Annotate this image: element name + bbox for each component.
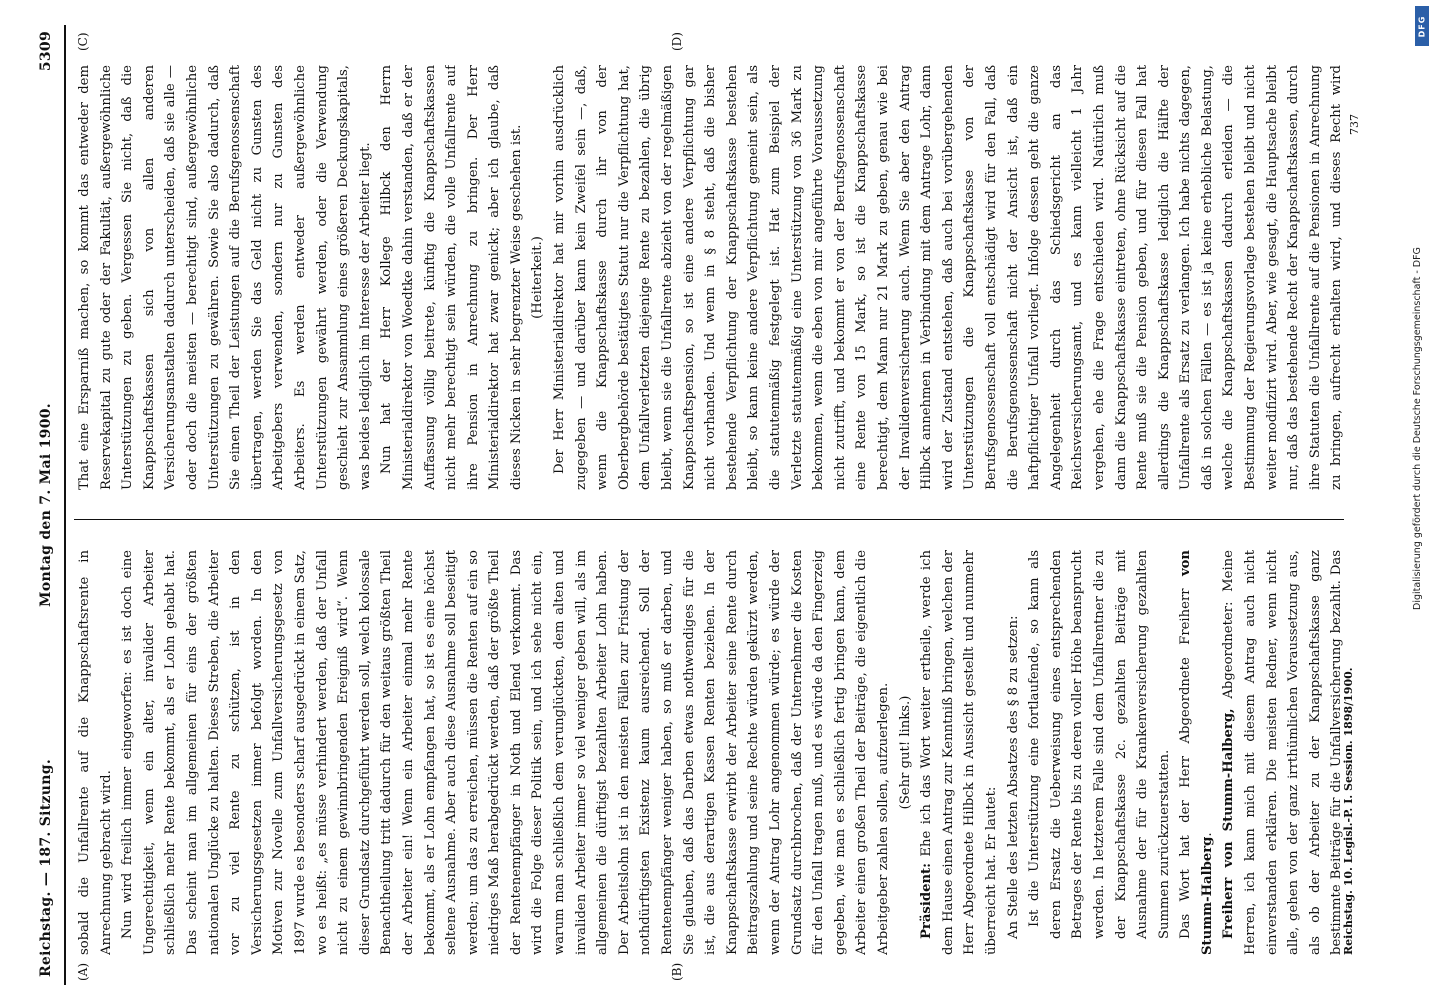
paragraph: Der Herr Ministerialdirektor hat mir vorhin ausdrücklich zugegeben — und darüber kann kein Zweifel sein —, daß, wenn die Knappschaftskasse durch ihr von der Oberbergbehörde bestätigtes Statut nur die Verpflichtung hat, dem Unfallverletzten diejenige Rente zu bezahlen, die übrig bleibt, wenn sie die Unfallrente abzieht von der regelmäßigen Knappschaftspension, so ist eine andere Verpflichtung gar nicht vorhanden. Und wenn in § 8 steht, daß die bisher bestehende Verpflichtung der Knappschaftskasse bestehen bleibt, so kann keine andere Verpflichtung gemeint sein, als die statutenmäßig festgelegt ist. Hat zum Beispiel der Verletzte statutenmäßig eine Unterstützung von 36 Mark zu bekommen, wenn die eben von mir angeführte Voraussetzung nicht zutrifft, und bekommt er von der Berufsgenossenschaft eine Rente von 15 Mark, so ist die Knappschaftskasse berechtigt, dem Mann nur 21 Mark zu geben, genau wie bei der Invalidenversicherung auch. Wenn Sie aber den Antrag Hilbck annehmen in Verbindung mit dem Antrage Lohr, dann wird der Zustand entstehen, daß auch bei vorübergehenden Unterstützungen die Knappschaftskasse von der Berufsgenossenschaft voll entschädigt wird für den Fall, daß die Berufsgenossenschaft nicht der Ansicht ist, daß ein haftpflichtiger Unfall vorliegt. Infolge dessen geht die ganze Angelegenheit durch das Schiedsgericht an das Reichsversicherungsamt, und es kann vielleicht 1 Jahr vergehen, ehe die Frage entschieden wird. Natürlich muß dann die Knappschaftskasse eintreten, ohne Rücksicht auf die Rente muß sie die Pension geben, und für diesen Fall hat allerdings die Knappschaftskasse lediglich die Hälfte der Unfallrente als Ersatz zu verlangen. Ich habe nichts dagegen, daß in solchen Fällen — es ist ja keine erhebliche Belastung, welche die Knappschaftskassen dadurch erleiden — die Bestimmung der Regierungsvorlage bestehen bleibt und nicht weiter modifizirt wird. Aber, wie gesagt, die Hauptsache bleibt nur, daß das bestehende Recht der Knappschaftskassen, durch ihre Statuten die Unfallrente auf die Pensionen in Anrechnung zu bringen, aufrecht erhalten wird, und dieses Recht wird xyxy=(552,65,1344,490)
margin-marker-b: (B) xyxy=(670,962,684,981)
paragraph: Ist die Unterstützung eine fortlaufende, so kann als deren Ersatz die Ueberweisung eines entsprechenden Betrages der Rente bis zu deren voller Höhe beansprucht werden. In letzterem Falle sind dem Unfallrentner die zu der Knappschaftskasse 2c. gezahlten Beiträge mit Ausnahme der für die Krankenversicherung gezahlten Summen zurückzuerstatten. xyxy=(1027,550,1172,939)
paragraph: Nun wird freilich immer eingeworfen: es ist doch eine Ungerechtigkeit, wenn ein alter, invalider Arbeiter schließlich mehr Rente bekommt, als er Lohn gehabt hat. Das scheint man im allgemeinen für eins der größten nationalen Unglücke zu halten. Dieses Streben, die Arbeiter vor zu viel Rente zu schützen, ist in den Versicherungsgesetzen immer befolgt worden. In den Motiven zur Novelle zum Unfallversicherungsgesetz von 1897 wurde es besonders scharf ausgedrückt in einem Satz, wo es heißt: „es müsse verhindert werden, daß der Unfall nicht zu einem gewinnbringenden Ereigniß wird“. Wenn dieser Grundsatz durchgeführt werden soll, welch kolossale Benachtheilung tritt dadurch für den weitaus größten Theil der Arbeiter ein! Wenn ein Arbeiter einmal mehr Rente bekommt, als er Lohn empfangen hat, so ist es eine höchst seltene Ausnahme. Aber auch diese Ausnahme soll beseitigt werden; um das zu erreichen, müssen die Renten auf ein so niedriges Maß herabgedrückt werden, daß der größte Theil der Rentenempfänger in Noth und Elend verkommt. Das wird die Folge dieser Politik sein, und ich sehe nicht ein, warum man schließlich dem verunglückten, dem alten und invaliden Arbeiter immer so viel weniger geben will, als im allgemeinen die dürftigst bezahlten Arbeiter Lohn haben. Der Arbeitslohn ist in den meisten Fällen zur Fristung der nothdürftigsten Existenz kaum ausreichend. Soll der Rentenempfänger weniger haben, so muß er darben, und Sie glauben, daß das Darben etwas nothwendiges für die ist, die aus derartigen Kassen Renten beziehen. In der Knappschaftskasse erwirbt der Arbeiter seine Rente durch Beitragszahlung und seine Rechte würden gekürzt werden, wenn der Antrag Lohr angenommen würde; es würde der Grundsatz durchbrochen, daß der Unternehmer die Kosten für den Unfall tragen muß, und es würde da den Fingerzeig gegeben, wie man es schließlich fertig bringen kann, dem Arbeiter einen großen Theil der Beiträge, die eigentlich die Arbeitgeber zahlen sollen, aufzuerlegen. xyxy=(120,550,891,955)
dfg-logo-text: DFG xyxy=(1417,15,1427,37)
paragraph: Nun hat der Herr Kollege Hilbck den Herrn Ministerialdirektor von Woedtke dahin verstanden, daß er der Auffassung völlig beitrete, künftig die Knappschaftskassen nicht mehr berechtigt sein würden, die volle Unfallrente auf ihre Pension in Anrechnung zu bringen. Der Herr Ministerialdirektor hat zwar genickt; aber ich glaube, daß dieses Nicken in sehr begrenzter Weise geschehen ist. xyxy=(379,65,524,490)
paragraph: (Heiterkeit.) xyxy=(530,236,546,319)
rotated-page-content xyxy=(30,25,1360,985)
page-header xyxy=(30,25,64,985)
digitisation-notice xyxy=(1410,0,1434,1000)
signature-mark: 737 xyxy=(1348,114,1361,135)
paragraph: (Sehr gut! links.) xyxy=(897,695,913,810)
page-footer: Reichstag. 10. Legisl.-P. I. Session. 1898/1900. xyxy=(1342,667,1355,955)
header-page-number: 5309 xyxy=(38,31,54,72)
paragraph: sobald die Unfallrente auf die Knappschaftsrente in Anrechnung gebracht wird. xyxy=(77,550,114,955)
right-column xyxy=(74,65,1344,490)
paragraph: That eine Ersparniß machen, so kommt das entweder dem Reservekapital zu gute oder der Fakultät, außergewöhnliche Unterstützungen zu geben. Vergessen Sie nicht, daß die Knappschaftskassen sich von allen anderen Versicherungsanstalten dadurch unterscheiden, daß sie alle — oder doch die meisten — berechtigt sind, außergewöhnliche Unterstützungen zu gewähren. Sowie Sie also dadurch, daß Sie einen Theil der Leistungen auf die Berufsgenossenschaft übertragen, werden Sie das Geld nicht zu Gunsten des Arbeitgebers verwenden, sondern nur zu Gunsten des Arbeiters. Es werden entweder außergewöhnliche Unterstützungen gewährt werden, oder die Verwendung geschieht zur Ansammlung eines größeren Deckungskapitals, was beides lediglich im Interesse der Arbeiter liegt. xyxy=(77,65,373,490)
header-session: Reichstag. — 187. Sitzung. xyxy=(38,758,54,977)
margin-marker-c: (C) xyxy=(76,32,90,51)
left-column xyxy=(74,550,1344,955)
margin-marker-d: (D) xyxy=(670,32,684,51)
column-divider xyxy=(74,519,1344,520)
header-rule xyxy=(64,25,66,985)
paragraph: Präsident: Ehe ich das Wort weiter ertheile, werde ich dem Hause einen Antrag zur Kenntniß bringen, welchen der Herr Abgeordnete Hilbck in Aussicht gestellt und nunmehr überreicht hat. Er lautet: xyxy=(919,550,999,955)
paragraph: Das Wort hat der Herr Abgeordnete Freiherr von Stumm-Halberg. xyxy=(1178,550,1215,955)
paragraph: An Stelle des letzten Absatzes des § 8 zu setzen: xyxy=(1005,615,1021,939)
margin-marker-a: (A) xyxy=(76,962,90,981)
header-date: Montag den 7. Mai 1900. xyxy=(38,403,54,607)
dfg-notice-text: Digitalisierung gefördert durch die Deutsche Forschungsgemeinschaft - DFG xyxy=(1412,247,1423,610)
paragraph: Freiherr von Stumm-Halberg, Abgeordneter: Meine Herren, ich kann mich mit diesem Antrag auch nicht einverstanden erklären. Die meisten Redner, wenn nicht alle, gehen von der ganz irrthümlichen Voraussetzung aus, als ob der Arbeiter zu der Knappschaftskasse ganz bestimmte Beiträge für die Unfallversicherung bezahlt. Das xyxy=(1221,550,1344,955)
